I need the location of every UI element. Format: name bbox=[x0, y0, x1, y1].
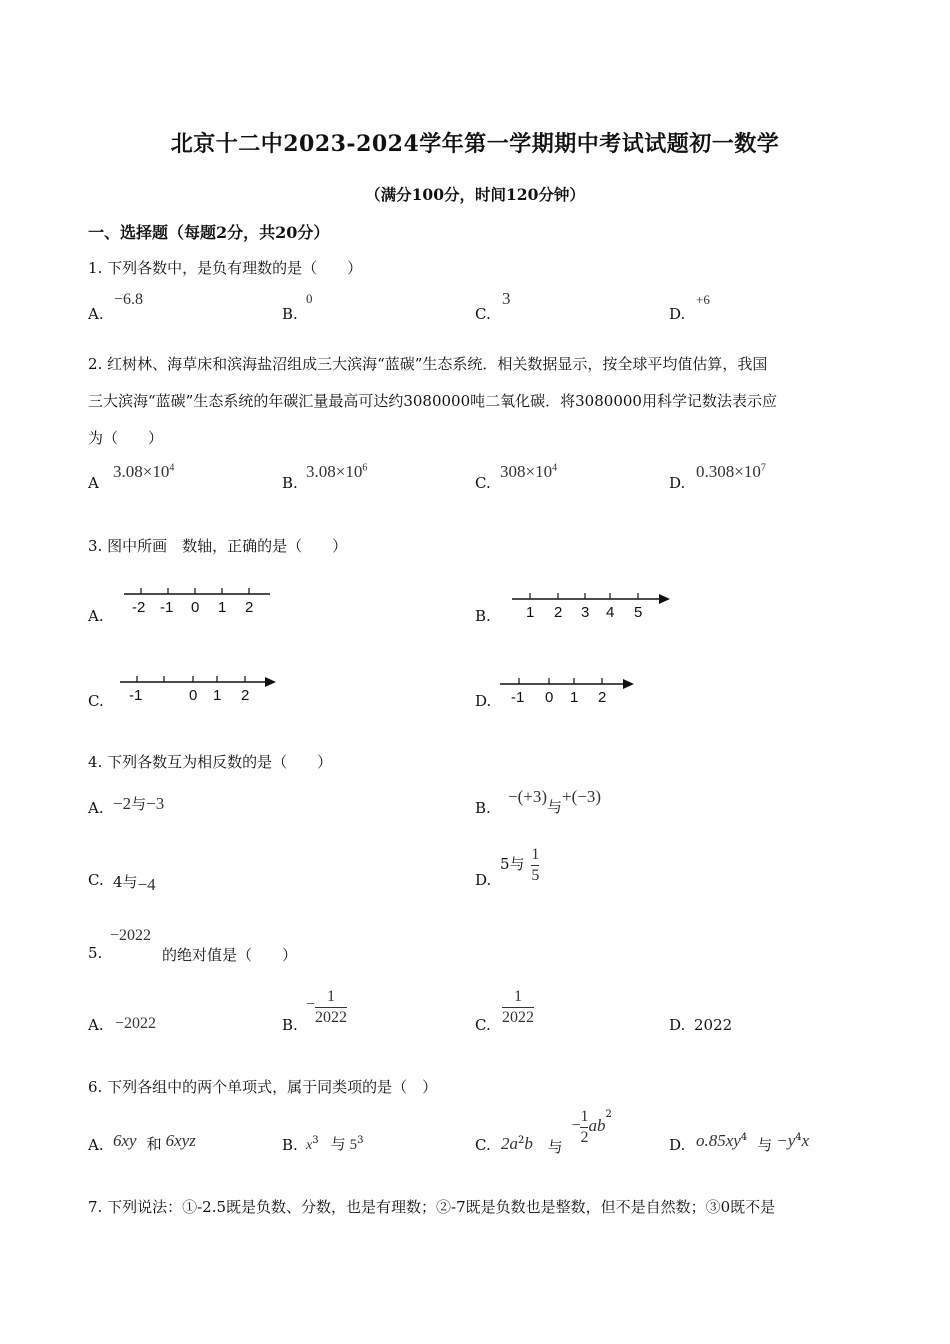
q1-label-b: B. bbox=[282, 305, 298, 323]
axis-a-tick: -2 bbox=[132, 599, 146, 616]
q4-label-d: D. bbox=[475, 871, 492, 889]
axis-b-tick: 4 bbox=[606, 604, 615, 621]
q5-label-d: D. bbox=[669, 1016, 686, 1034]
q1-value-c: 3 bbox=[502, 289, 511, 308]
q2-label-a: A bbox=[88, 474, 99, 492]
number-line-a bbox=[122, 584, 272, 618]
q4-value-b: −(+3)与+(−3) bbox=[508, 787, 602, 816]
q6-value-d: $o.85xy^4$ 与 $-y^4x$ bbox=[696, 1131, 810, 1154]
q7-stem: 7. 下列说法：①-2.5既是负数、分数，也是有理数；②-7既是负数也是整数，但不是自然数；③0既不是 bbox=[88, 1198, 776, 1216]
q1-label-a: A. bbox=[88, 305, 104, 323]
number-line-c bbox=[118, 673, 283, 707]
q2-label-d: D. bbox=[669, 474, 686, 492]
axis-a-tick: -1 bbox=[160, 599, 174, 616]
q4-value-a: −2与−3 bbox=[113, 794, 165, 813]
q4-label-a: A. bbox=[88, 799, 104, 817]
q6-value-a: 6xy 和 6xyz bbox=[113, 1131, 196, 1153]
q5-label-a: A. bbox=[88, 1016, 104, 1034]
q2-value-d: $0.308\times 10^7$ bbox=[696, 462, 766, 481]
axis-d-tick: 2 bbox=[598, 689, 607, 706]
q3-label-a: A. bbox=[88, 607, 104, 625]
q4-value-d: 5与 $\frac{1}{5}$ bbox=[500, 846, 540, 884]
exam-title: 北京十二中2023-2024学年第一学期期中考试试题初一数学 bbox=[170, 131, 780, 157]
q3-label-c: C. bbox=[88, 692, 104, 710]
axis-b-tick: 5 bbox=[634, 604, 643, 621]
q1-value-a: −6.8 bbox=[114, 291, 144, 308]
axis-d-tick: -1 bbox=[511, 689, 525, 706]
q2-stem-line1: 2. 红树林、海草床和滨海盐沼组成三大滨海“蓝碳”生态系统．相关数据显示，按全球平均值估算，我国 bbox=[88, 355, 768, 373]
q6-stem: 6. 下列各组中的两个单项式，属于同类项的是（ ） bbox=[88, 1078, 438, 1096]
q5-label-c: C. bbox=[475, 1016, 491, 1034]
q6-value-b: $x^3$ 与 $5^3$ bbox=[306, 1135, 364, 1153]
q5-stem: 的绝对值是（ ） bbox=[162, 946, 298, 964]
exam-subtitle: （满分100分，时间120分钟） bbox=[365, 185, 585, 204]
axis-b-tick: 3 bbox=[581, 604, 590, 621]
q3-label-b: B. bbox=[475, 607, 491, 625]
axis-c-tick: -1 bbox=[129, 687, 143, 704]
number-line-d bbox=[498, 675, 638, 709]
q1-value-b: 0 bbox=[306, 291, 313, 306]
q6-value-c: $2a^2b$ 与 − $\frac{1}{2}$ $ab^2$ bbox=[501, 1108, 612, 1156]
q5-value-c: $\frac{1}{2022}$ bbox=[502, 988, 534, 1026]
q2-label-b: B. bbox=[282, 474, 298, 492]
q6-label-d: D. bbox=[669, 1136, 686, 1154]
axis-c-tick: 1 bbox=[213, 687, 222, 704]
q2-stem-line2: 三大滨海“蓝碳”生态系统的年碳汇量最高可达约3080000吨二氧化碳．将3080000用科学记数法表示应 bbox=[88, 392, 777, 410]
q2-label-c: C. bbox=[475, 474, 491, 492]
axis-b-tick: 1 bbox=[526, 604, 535, 621]
q5-number: 5. bbox=[88, 944, 103, 962]
q1-value-d: +6 bbox=[696, 292, 710, 307]
axis-d-tick: 0 bbox=[545, 689, 554, 706]
q5-value-d: 2022 bbox=[694, 1016, 733, 1034]
q1-stem: 1. 下列各数中，是负有理数的是（ ） bbox=[88, 259, 363, 277]
q5-value-a: −2022 bbox=[115, 1015, 157, 1032]
q4-stem: 4. 下列各数互为相反数的是（ ） bbox=[88, 753, 333, 771]
q2-stem-line3: 为（ ） bbox=[88, 429, 164, 447]
q4-label-c: C. bbox=[88, 871, 104, 889]
axis-a-tick: 2 bbox=[245, 599, 254, 616]
q5-label-b: B. bbox=[282, 1016, 298, 1034]
q5-value: −2022 bbox=[110, 927, 152, 944]
q1-label-c: C. bbox=[475, 305, 491, 323]
q4-label-b: B. bbox=[475, 799, 491, 817]
q3-label-d: D. bbox=[475, 692, 492, 710]
axis-d-tick: 1 bbox=[570, 689, 579, 706]
number-line-b bbox=[510, 590, 675, 624]
q2-value-c: $308\times 10^4$ bbox=[500, 462, 558, 481]
q6-label-c: C. bbox=[475, 1136, 491, 1154]
q6-label-b: B. bbox=[282, 1136, 298, 1154]
q4-value-c: 4与−4 bbox=[113, 873, 156, 894]
axis-a-tick: 0 bbox=[191, 599, 200, 616]
axis-c-tick: 2 bbox=[241, 687, 250, 704]
q2-value-a: $3.08\times 10^4$ bbox=[113, 462, 175, 481]
q3-stem: 3. 图中所画 数轴，正确的是（ ） bbox=[88, 537, 348, 555]
q5-value-b: − $\frac{1}{2022}$ bbox=[306, 988, 348, 1026]
q6-label-a: A. bbox=[88, 1136, 104, 1154]
axis-c-tick: 0 bbox=[189, 687, 198, 704]
q2-value-b: $3.08\times 10^6$ bbox=[306, 462, 368, 481]
axis-a-tick: 1 bbox=[218, 599, 227, 616]
section-heading: 一、选择题（每题2分，共20分） bbox=[88, 223, 330, 242]
q1-label-d: D. bbox=[669, 305, 686, 323]
axis-b-tick: 2 bbox=[554, 604, 563, 621]
